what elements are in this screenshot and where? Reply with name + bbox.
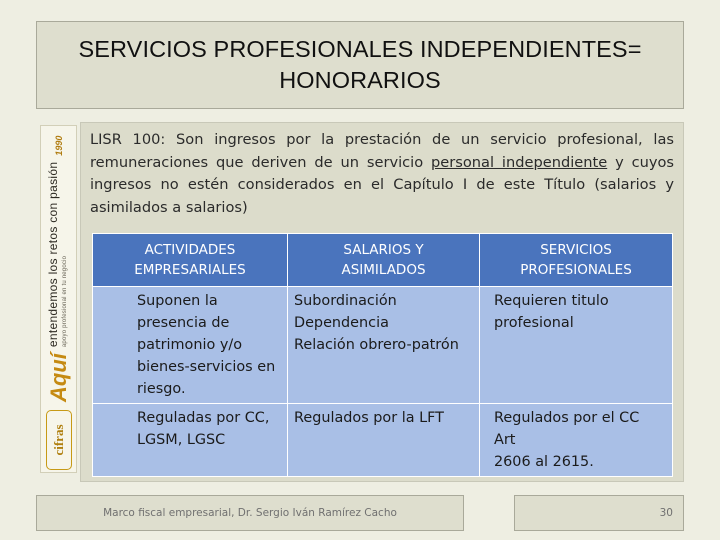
slide-title: [78, 34, 641, 96]
brand-aqui: Aquí: [46, 353, 71, 402]
brand-tagline: [47, 162, 71, 347]
table-row: [93, 404, 673, 477]
intro-text-a: Son ingresos por la prestación de un servicio profesional, las remuneraciones que deriven de un servicio: [90, 131, 674, 171]
intro-lead: LISR 100:: [90, 131, 166, 148]
brand-strip: [42, 130, 76, 470]
table-cell: Suponen la presencia de patrimonio y/o bienes-servicios en riesgo.: [93, 287, 288, 404]
footer-credit: Marco fiscal empresarial, Dr. Sergio Iván Ramírez Cacho: [103, 507, 397, 519]
brand-sidebar: [40, 125, 77, 473]
brand-tagline-sub: apoyo profesional en tu negocio: [62, 255, 68, 348]
header-servicios-profesionales: SERVICIOS PROFESIONALES: [480, 234, 673, 287]
intro-text-b: y cuyos ingresos no estén considerados en el Capítulo I de este Título (salarios y asimilados a salarios): [90, 153, 675, 216]
footer-page-box: [514, 495, 684, 531]
intro-paragraph: [90, 129, 674, 219]
page-number: 30: [659, 507, 673, 519]
table-row: [93, 287, 673, 404]
table-cell: Reguladas por CC, LGSM, LGSC: [93, 404, 288, 477]
table-header-row: [93, 234, 673, 287]
title-line-2: HONORARIOS: [279, 67, 441, 93]
slide-title-box: [36, 21, 684, 109]
intro-underlined: personal independiente: [431, 153, 608, 171]
brand-year: 1990: [54, 135, 64, 156]
comparison-table: [92, 233, 673, 477]
table-cell: Requieren titulo profesional: [480, 287, 673, 404]
header-salarios-asimilados: SALARIOS Y ASIMILADOS: [288, 234, 480, 287]
cifras-logo: cifras: [46, 410, 72, 470]
title-line-1: SERVICIOS PROFESIONALES INDEPENDIENTES=: [78, 36, 642, 62]
table-cell: Regulados por el CC Art 2606 al 2615.: [480, 404, 673, 477]
header-actividades-empresariales: ACTIVIDADES EMPRESARIALES: [93, 234, 288, 287]
footer-credit-box: [36, 495, 464, 531]
table-cell: Regulados por la LFT: [288, 404, 480, 477]
table-cell: Subordinación Dependencia Relación obrero-patrón: [288, 287, 480, 404]
brand-tagline-main: entendemos los retos con pasión: [46, 161, 60, 348]
